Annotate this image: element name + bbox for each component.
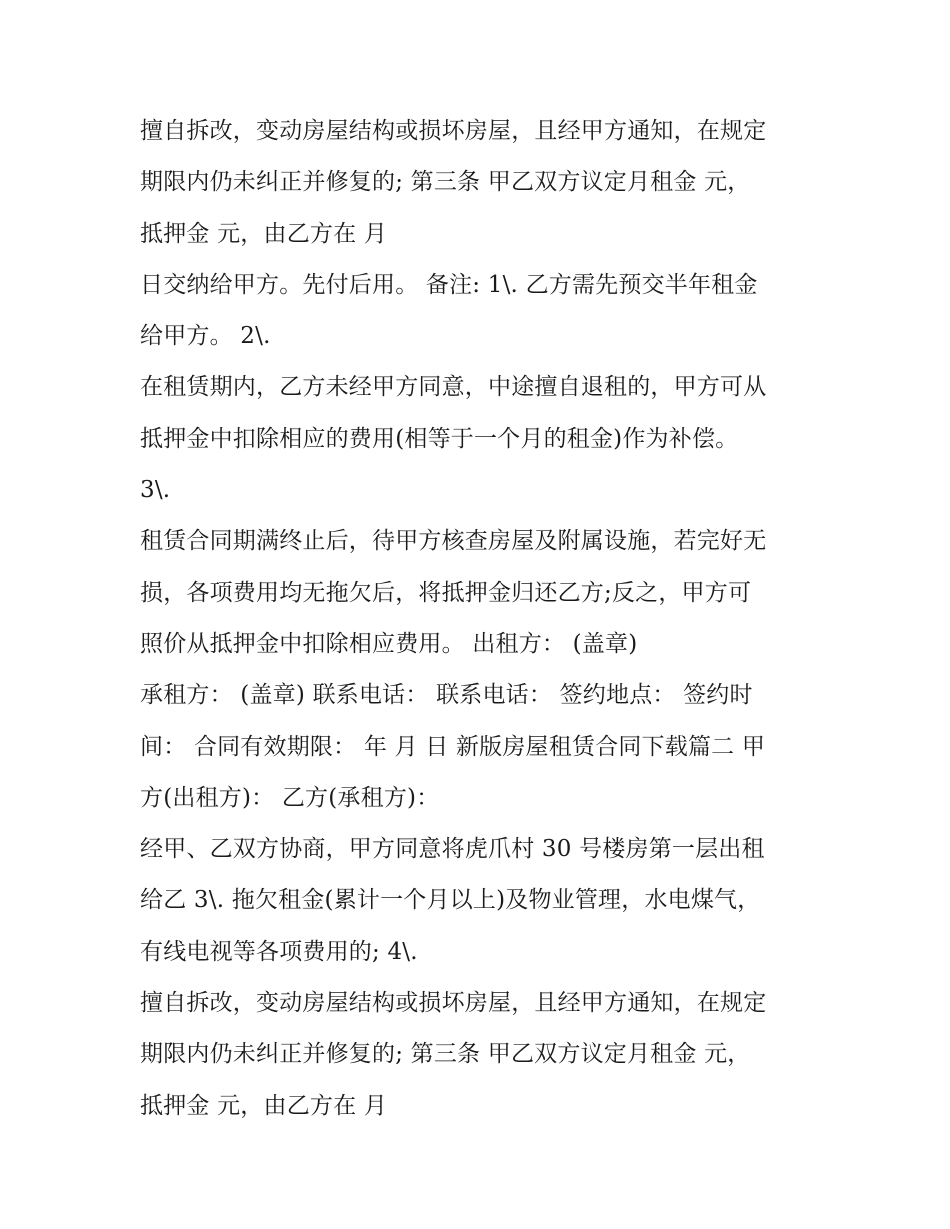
text-line: 抵押金 元，由乙方在 月 <box>140 1092 388 1119</box>
text-line: 承租方： (盖章) 联系电话： 联系电话： 签约地点： 签约时 <box>140 682 753 709</box>
text-line: 方(出租方)： 乙方(承租方)： <box>140 784 440 811</box>
text-line: 在租赁期内，乙方未经甲方同意，中途擅自退租的，甲方可从 <box>140 374 767 401</box>
text-line: 有线电视等各项费用的; 4\. <box>140 938 418 965</box>
text-line: 抵押金中扣除相应的费用(相等于一个月的租金)作为补偿。 <box>140 425 739 452</box>
text-line: 抵押金 元，由乙方在 月 <box>140 220 388 247</box>
text-line: 期限内仍未纠正并修复的; 第三条 甲乙双方议定月租金 元， <box>140 1041 751 1068</box>
text-line: 给乙 3\. 拖欠租金(累计一个月以上)及物业管理，水电煤气， <box>140 887 761 914</box>
text-line: 擅自拆改，变动房屋结构或损坏房屋，且经甲方通知，在规定 <box>140 990 767 1017</box>
text-line: 3\. <box>140 477 171 504</box>
text-line: 擅自拆改，变动房屋结构或损坏房屋，且经甲方通知，在规定 <box>140 118 767 144</box>
text-line: 期限内仍未纠正并修复的; 第三条 甲乙双方议定月租金 元， <box>140 169 751 196</box>
text-line: 租赁合同期满终止后，待甲方核查房屋及附属设施，若完好无 <box>140 528 767 555</box>
text-line: 给甲方。 2\. <box>140 323 271 350</box>
text-line: 日交纳给甲方。先付后用。 备注: 1\. 乙方需先预交半年租金 <box>140 271 758 298</box>
contract-text <box>140 106 840 1132</box>
text-line: 经甲、乙双方协商，甲方同意将虎爪村 30 号楼房第一层出租 <box>140 836 765 863</box>
text-line: 损，各项费用均无拖欠后，将抵押金归还乙方;反之，甲方可 <box>140 579 752 606</box>
text-line: 间： 合同有效期限： 年 月 日 新版房屋租赁合同下载篇二 甲 <box>140 733 766 760</box>
text-line: 照价从抵押金中扣除相应费用。 出租方： (盖章) <box>140 630 638 657</box>
